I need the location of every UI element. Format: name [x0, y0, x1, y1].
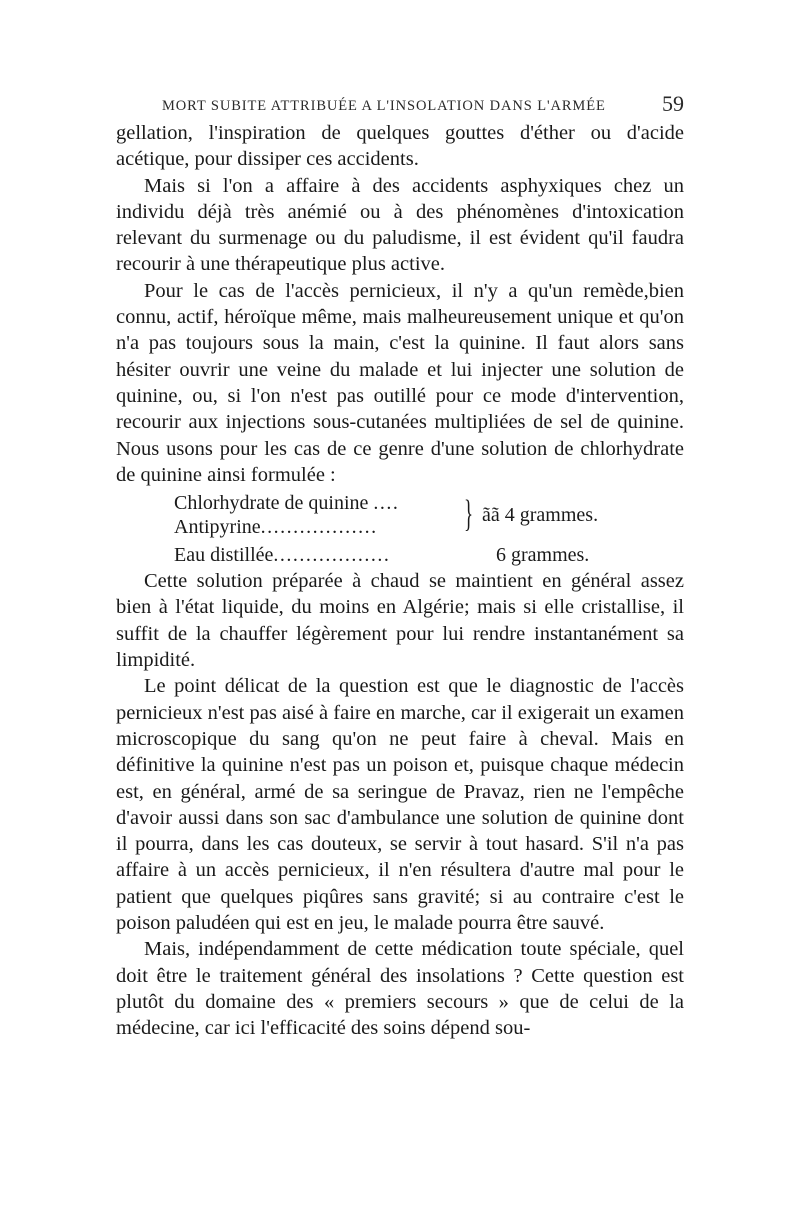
paragraph-continuation: gellation, l'inspiration de quelques gouttes d'éther ou d'acide acétique, pour dissiper ces accidents. [116, 122, 684, 171]
paragraph-solution: Cette solution préparée à chaud se maintient en général assez bien à l'état liquide, du moins en Algérie; mais si elle cristallise, il suffit de la chauffer légèrement pour lui rendre instantanément sa limpidité. [116, 570, 684, 672]
formula-line-chlorhydrate [174, 490, 399, 516]
leader-dots: .................. [273, 544, 391, 567]
prescription-formula [116, 488, 684, 568]
ingredient-eau-distillee: Eau distillée [174, 544, 274, 567]
ingredient-chlorhydrate: Chlorhydrate de quinine [174, 492, 369, 515]
paragraph-diagnosis: Le point délicat de la question est que le diagnostic de l'accès pernicieux n'est pas aisé à faire en marche, car il exigerait un examen microscopique du sang qu'on ne peut faire à cheval. Mais en définitive la quinine n'est pas un poison et, puisque chaque médecin est, en général, armé de sa seringue de Pravaz, rien ne l'empêche d'avoir aussi dans son sac d'ambulance une solution de quinine dont il pourra, dans les cas douteux, se servir à tout hasard. S'il n'a pas affaire à un accès pernicieux, il n'en résultera d'autre mal pour le patient que quelques piqûres sans gravité; si au contraire c'est le poison paludéen qui est en jeu, le malade pourra être sauvé. [116, 675, 684, 935]
leader-dots: .................. [260, 516, 378, 539]
book-page [116, 88, 684, 1042]
formula-line-eau [174, 542, 390, 568]
running-head [116, 88, 684, 120]
paragraph-treatment: Mais, indépendamment de cette médication toute spéciale, quel doit être le traitement général des insolations ? Cette question est plutôt du domaine des « premiers secours » que de celui de la médecine, car ici l'efficacité des soins dépend sou- [116, 938, 684, 1040]
running-title: MORT SUBITE ATTRIBUÉE A L'INSOLATION DANS L'ARMÉE [162, 98, 606, 114]
paragraph-pernicious-access: Pour le cas de l'accès pernicieux, il n'y a qu'un remède,bien connu, actif, héroïque même, mais malheureusement unique et qu'on n'a pas toujours sous la main, c'est la quinine. Il faut alors sans hésiter ouvrir une veine du malade et lui injecter une solution de quinine, ou, si l'on n'est pas outillé pour ce mode d'intervention, recourir aux injections sous-cutanées multipliées de sel de quinine. Nous usons pour les cas de ce genre d'une solution de chlorhydrate de quinine ainsi formulée : [116, 279, 684, 486]
dose-eau: 6 grammes. [496, 544, 590, 567]
grouping-brace: } [464, 493, 474, 536]
dose-shared: ãã 4 grammes. [482, 504, 599, 527]
leader-dots: .... [373, 492, 400, 515]
body-text [116, 120, 684, 1042]
ingredient-antipyrine: Antipyrine [174, 516, 261, 539]
paragraph-asphyxia: Mais si l'on a affaire à des accidents asphyxiques chez un individu déjà très anémié ou à des phénomènes d'intoxication relevant du surmenage ou du paludisme, il est évident qu'il faudra recourir à une thérapeutique plus active. [116, 174, 684, 276]
page-number: 59 [662, 91, 684, 116]
formula-line-antipyrine [174, 514, 378, 540]
